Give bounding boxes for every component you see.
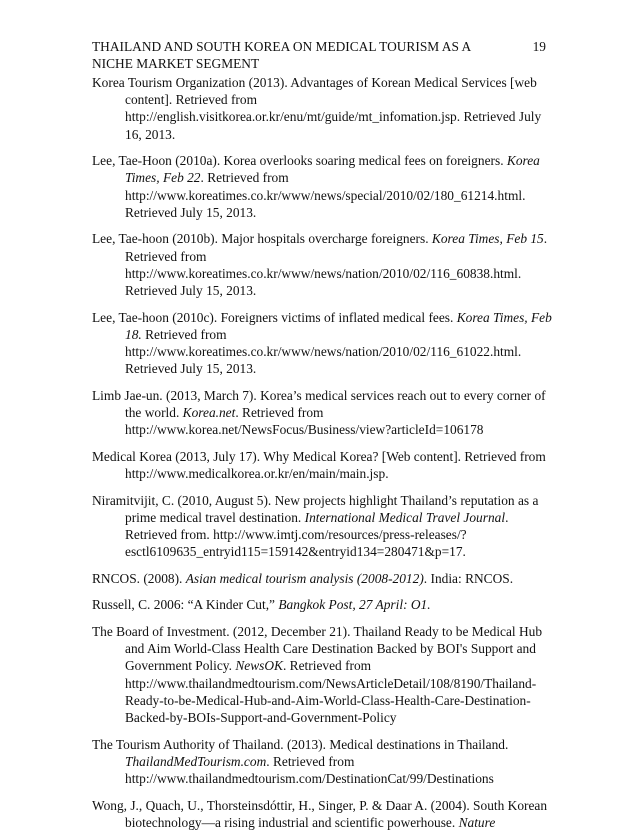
reference-text: Retrieved from http://www.koreatimes.co.kr/www/news/nation/2010/02/116_61022.html. Retrieved July 15, 2013. xyxy=(125,326,522,377)
reference-list xyxy=(92,74,554,840)
reference-italic-text: Nature xyxy=(458,814,496,830)
reference-italic-text: Korea Times, Feb 22 xyxy=(125,153,540,186)
reference-text: . Retrieved from http://www.thailandmedtourism.com/DestinationCat/99/Destinations xyxy=(125,753,494,787)
reference-italic-text: NewsOK xyxy=(235,658,283,674)
page-number: 19 xyxy=(532,39,546,54)
running-head-title: THAILAND AND SOUTH KOREA ON MEDICAL TOURISM AS A NICHE MARKET SEGMENT xyxy=(92,39,471,71)
reference-italic-text: ThailandMedTourism.com xyxy=(125,753,267,769)
reference-italic-text: Korea.net xyxy=(182,405,236,421)
reference-italic-text: Asian medical tourism analysis (2008-2012) xyxy=(185,570,424,586)
reference-entry xyxy=(92,596,554,613)
reference-entry xyxy=(92,74,554,143)
reference-entry xyxy=(92,492,554,561)
reference-italic-text: Bangkok Post, 27 April: O1. xyxy=(278,597,431,613)
reference-text: . Retrieved from http://www.thailandmedtourism.com/NewsArticleDetail/108/8190/Thailand-Ready-to-be-Medical-Hub-and-Aim-World-Class-Health-Care-Destination-Backed-by-BOIs-Support-and-Government-Policy xyxy=(125,658,537,726)
reference-text: Wong, J., Quach, U., Thorsteinsdóttir, H., Singer, P. & Daar A. (2004). South Korean biotechnology—a rising industrial and scientific powerhouse. xyxy=(92,797,548,830)
reference-entry xyxy=(92,736,554,788)
reference-italic-text: International Medical Travel Journal xyxy=(304,509,506,525)
reference-entry xyxy=(92,152,554,221)
reference-entry xyxy=(92,570,554,587)
reference-text: Niramitvijit, C. (2010, August 5). New projects highlight Thailand’s reputation as a prime medical travel destination. xyxy=(92,492,539,525)
reference-text: Lee, Tae-hoon (2010c). Foreigners victims of inflated medical fees. xyxy=(92,309,457,325)
reference-entry xyxy=(92,448,554,482)
reference-text: RNCOS. (2008). xyxy=(92,570,186,586)
running-header xyxy=(92,38,546,72)
reference-entry xyxy=(92,387,554,439)
reference-text: Russell, C. 2006: “A Kinder Cut,” xyxy=(92,597,279,613)
reference-text: . Retrieved from http://www.koreatimes.co.kr/www/news/nation/2010/02/116_60838.html. Retrieved July 15, 2013. xyxy=(125,231,548,299)
reference-italic-text: Korea Times, Feb 15 xyxy=(431,231,544,247)
reference-entry xyxy=(92,623,554,726)
reference-text: . Retrieved from http://www.korea.net/NewsFocus/Business/view?articleId=106178 xyxy=(125,405,484,438)
reference-text: Lee, Tae-hoon (2010b). Major hospitals overcharge foreigners. xyxy=(92,231,432,247)
reference-text: . India: RNCOS. xyxy=(423,570,514,586)
reference-text: Korea Tourism Organization (2013). Advantages of Korean Medical Services [web content]. Retrieved from http://english.visitkorea.or.kr/enu/mt/guide/mt_infomation.jsp. Retrieved July 16, 2013. xyxy=(92,75,542,142)
reference-italic-text: Korea Times, Feb 18. xyxy=(125,309,552,342)
reference-entry xyxy=(92,309,554,378)
reference-text: Medical Korea (2013, July 17). Why Medical Korea? [Web content]. Retrieved from http://www.medicalkorea.or.kr/en/main/main.jsp. xyxy=(92,448,546,482)
reference-text: Lee, Tae-Hoon (2010a). Korea overlooks soaring medical fees on foreigners. xyxy=(92,153,507,169)
reference-text: . Retrieved from. http://www.imtj.com/resources/press-releases/?esctl6109635_entryid115=159142&entryid134=280471&p=17. xyxy=(125,509,509,560)
reference-entry xyxy=(92,230,554,299)
reference-text: The Tourism Authority of Thailand. (2013). Medical destinations in Thailand. xyxy=(92,736,509,752)
reference-text: . Retrieved from http://www.koreatimes.co.kr/www/news/special/2010/02/180_61214.html. Retrieved July 15, 2013. xyxy=(125,170,526,220)
reference-text: The Board of Investment. (2012, December 21). Thailand Ready to be Medical Hub and Aim World-Class Health Care Destination Backed by BOI's Support and Government Policy. xyxy=(92,624,543,674)
reference-text: Limb Jae-un. (2013, March 7). Korea’s medical services reach out to every corner of the world. xyxy=(92,387,546,421)
